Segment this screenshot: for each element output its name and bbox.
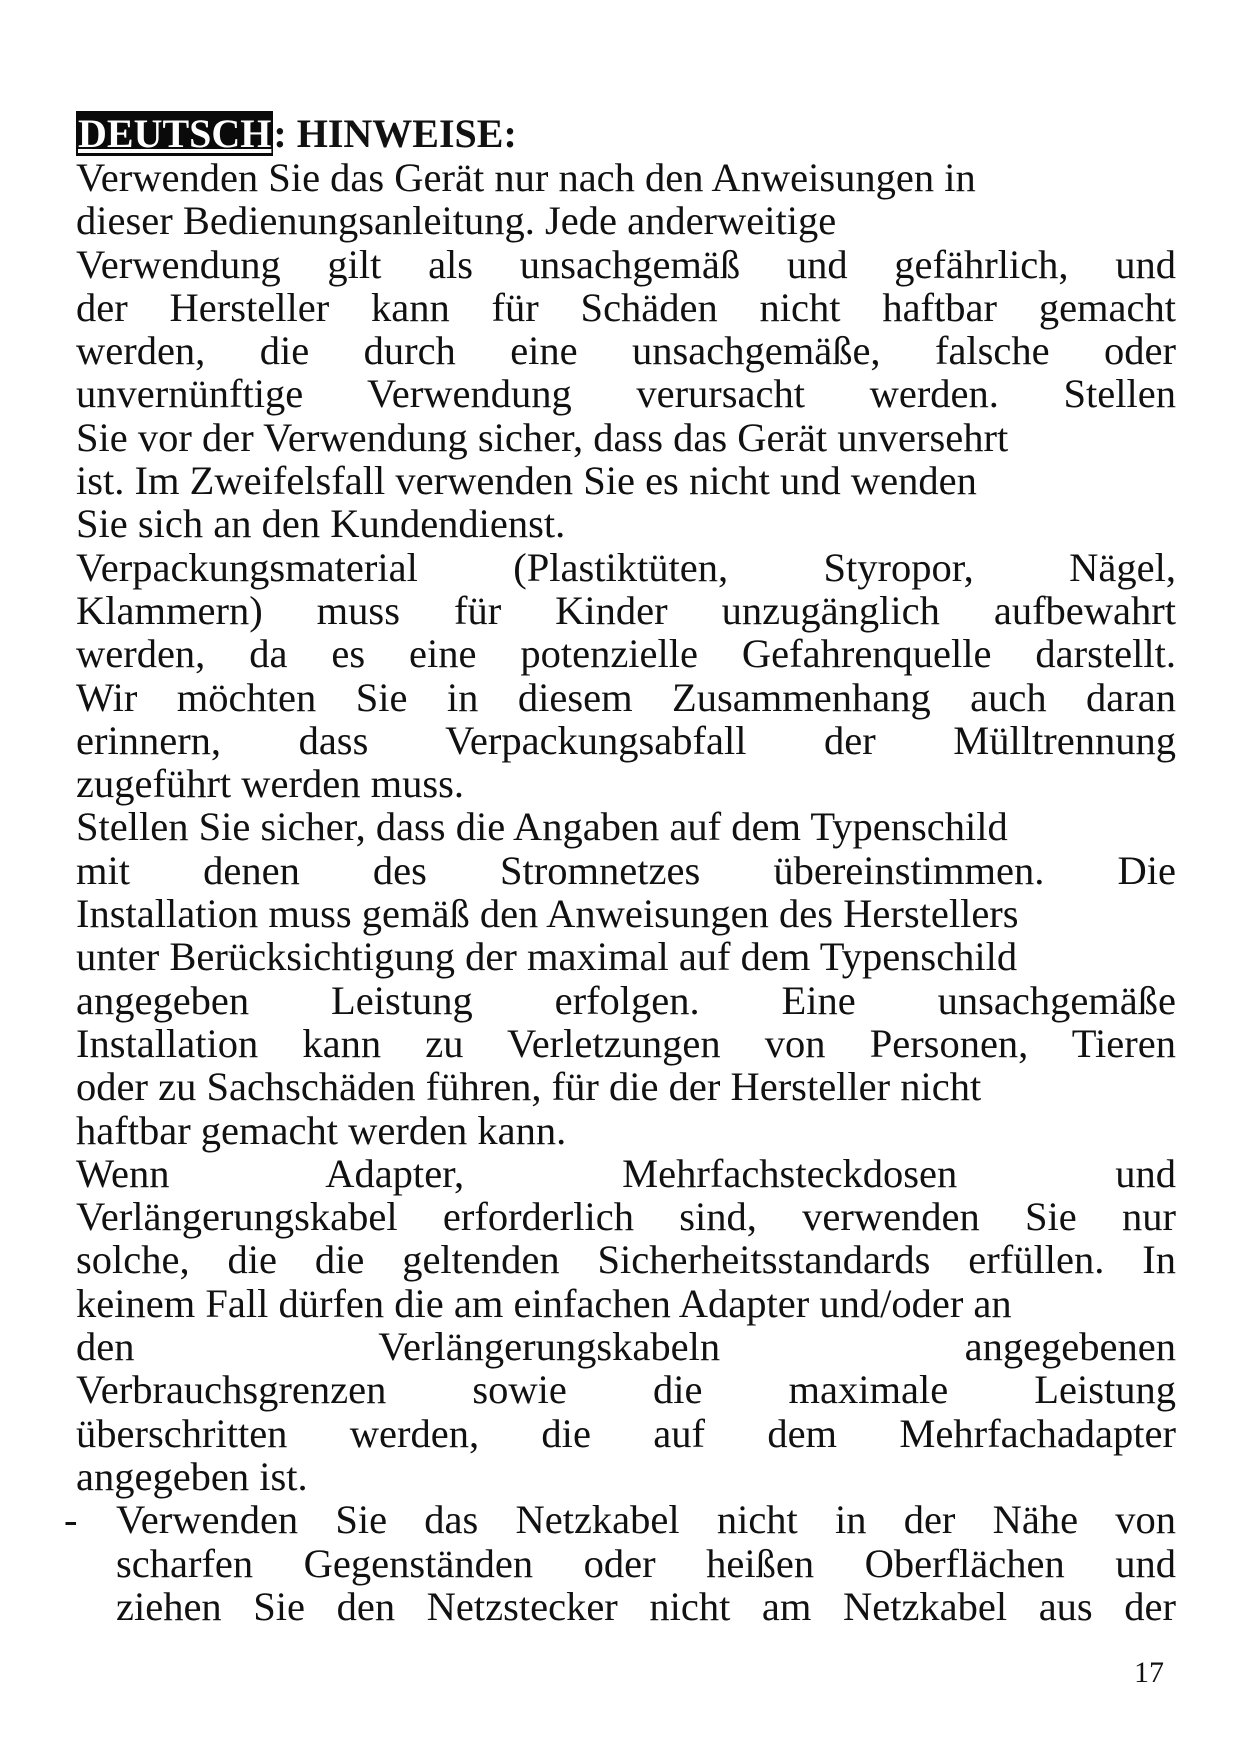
text-line: Verwenden Sie das Gerät nur nach den Anweisungen in xyxy=(76,155,976,200)
text-line: zugeführt werden muss. xyxy=(76,761,465,807)
text-line: Verlängerungskabel erforderlich sind, verwenden Sie nur xyxy=(76,1194,1176,1240)
text-line: unter Berücksichtigung der maximal auf dem Typenschild xyxy=(76,934,1018,980)
text-line: erinnern, dass Verpackungsabfall der Mülltrennung xyxy=(76,717,1176,763)
text-line: Klammern) muss für Kinder unzugänglich aufbewahrt xyxy=(76,587,1176,633)
paragraph xyxy=(76,156,1176,546)
text-line: angegeben ist. xyxy=(76,1453,308,1499)
text-line: Sie sich an den Kundendienst. xyxy=(76,501,566,547)
text-line: Stellen Sie sicher, dass die Angaben auf dem Typenschild xyxy=(76,804,1008,850)
text-line: Verbrauchsgrenzen sowie die maximale Leistung xyxy=(76,1367,1176,1413)
text-line: mit denen des Stromnetzes übereinstimmen. Die xyxy=(76,847,1176,893)
text-line: Verwendung gilt als unsachgemäß und gefährlich, und xyxy=(76,241,1176,287)
body-text xyxy=(64,155,1176,1629)
paragraph xyxy=(76,805,1176,1151)
bullet-text-line: scharfen Gegenständen oder heißen Oberflächen und xyxy=(116,1540,1176,1586)
text-line: oder zu Sachschäden führen, für die der Hersteller nicht xyxy=(76,1064,982,1110)
text-line: den Verlängerungskabeln angegebenen xyxy=(76,1324,1176,1370)
text-line: Verpackungsmaterial (Plastiktüten, Styropor, Nägel, xyxy=(76,544,1176,590)
paragraph xyxy=(76,546,1176,806)
text-line: angegeben Leistung erfolgen. Eine unsachgemäße xyxy=(76,977,1176,1023)
text-line: Installation kann zu Verletzungen von Personen, Tieren xyxy=(76,1020,1176,1066)
text-line: werden, die durch eine unsachgemäße, falsche oder xyxy=(76,328,1176,374)
text-line: solche, die die geltenden Sicherheitsstandards erfüllen. In xyxy=(76,1237,1176,1283)
bullet-text-line: ziehen Sie den Netzstecker nicht am Netzkabel aus der xyxy=(116,1583,1176,1629)
bullet-marker: - xyxy=(64,1497,78,1543)
text-line: keinem Fall dürfen die am einfachen Adapter und/oder an xyxy=(76,1280,1012,1326)
paragraph xyxy=(76,1152,1176,1498)
text-line: unvernünftige Verwendung verursacht werden. Stellen xyxy=(76,371,1176,417)
text-line: dieser Bedienungsanleitung. Jede anderweitige xyxy=(76,198,837,244)
section-heading xyxy=(76,112,1176,156)
heading-title: HINWEISE: xyxy=(296,111,517,156)
text-line: Sie vor der Verwendung sicher, dass das Gerät unversehrt xyxy=(76,414,1009,460)
bullet-item xyxy=(64,1497,1176,1629)
text-line: haftbar gemacht werden kann. xyxy=(76,1107,567,1153)
page-content xyxy=(64,111,1176,1629)
text-line: überschritten werden, die auf dem Mehrfachadapter xyxy=(76,1410,1176,1456)
bullet-text-line: Verwenden Sie das Netzkabel nicht in der Nähe von xyxy=(116,1497,1176,1543)
text-line: der Hersteller kann für Schäden nicht haftbar gemacht xyxy=(76,284,1176,330)
heading-separator: : xyxy=(273,111,287,156)
language-tag: DEUTSCH xyxy=(78,111,272,156)
text-line: Wir möchten Sie in diesem Zusammenhang auch daran xyxy=(76,674,1176,720)
text-line: Wenn Adapter, Mehrfachsteckdosen und xyxy=(76,1150,1176,1196)
text-line: ist. Im Zweifelsfall verwenden Sie es nicht und wenden xyxy=(76,458,977,504)
text-line: werden, da es eine potenzielle Gefahrenquelle darstellt. xyxy=(76,631,1176,677)
page-number: 17 xyxy=(1134,1656,1164,1689)
text-line: Installation muss gemäß den Anweisungen des Herstellers xyxy=(76,891,1019,937)
